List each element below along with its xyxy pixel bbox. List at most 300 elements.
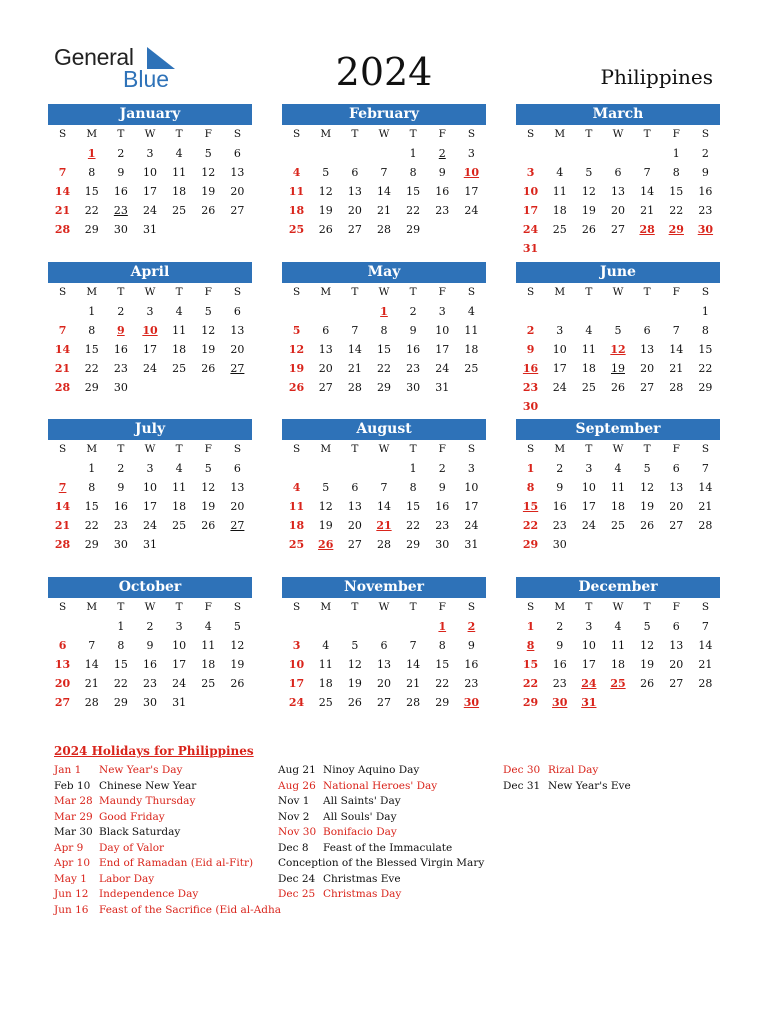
day-cell: 9 <box>117 481 125 494</box>
day-cell: 2 <box>117 305 125 318</box>
day-cell: 27 <box>347 538 362 551</box>
day-cell: 21 <box>54 362 71 375</box>
day-cell: 5 <box>643 462 651 475</box>
day-cell: 23 <box>435 519 450 532</box>
day-cell: 5 <box>614 324 622 337</box>
holiday-date: Jan 1 <box>54 764 82 776</box>
weekday-label: S <box>58 601 67 613</box>
day-cell: 24 <box>581 519 596 532</box>
day-cell: 3 <box>146 147 154 160</box>
day-cell: 31 <box>464 538 479 551</box>
day-cell: 29 <box>522 696 539 709</box>
day-cell: 5 <box>233 620 241 633</box>
day-cell: 29 <box>406 223 421 236</box>
day-cell: 18 <box>318 677 333 690</box>
weekday-label: T <box>175 443 183 455</box>
day-cell: 16 <box>113 500 128 513</box>
weekday-label: S <box>526 128 535 140</box>
day-grid <box>282 283 486 397</box>
day-cell: 20 <box>669 500 684 513</box>
holiday-item <box>54 903 281 919</box>
day-cell: 10 <box>581 639 596 652</box>
day-cell: 23 <box>113 204 128 217</box>
holiday-name: Christmas Eve <box>323 872 401 885</box>
empty-cell <box>48 302 77 321</box>
day-cell: 22 <box>435 677 450 690</box>
day-cell: 2 <box>526 324 535 337</box>
weekday-label: W <box>144 286 156 298</box>
holiday-date: Nov 1 <box>278 795 310 807</box>
weekday-label: W <box>144 443 156 455</box>
empty-cell <box>340 144 369 163</box>
day-cell: 9 <box>117 166 125 179</box>
holiday-item <box>278 887 484 903</box>
day-cell: 23 <box>464 677 479 690</box>
holiday-name: Maundy Thursday <box>99 795 196 807</box>
day-cell: 3 <box>146 462 154 475</box>
day-cell: 2 <box>556 462 564 475</box>
day-cell: 10 <box>142 481 157 494</box>
weekday-label: F <box>204 286 212 298</box>
weekday-label: M <box>86 286 98 298</box>
weekday-label: M <box>86 128 98 140</box>
weekday-label: W <box>612 601 624 613</box>
day-cell: 30 <box>435 538 450 551</box>
day-cell: 19 <box>318 519 333 532</box>
day-cell: 22 <box>84 204 99 217</box>
day-grid <box>282 440 486 554</box>
day-cell: 17 <box>288 677 305 690</box>
day-cell: 16 <box>698 185 713 198</box>
day-cell: 1 <box>380 305 388 318</box>
day-cell: 1 <box>701 305 709 318</box>
weekday-label: T <box>409 601 417 613</box>
day-cell: 14 <box>406 658 421 671</box>
holiday-name: New Year's Eve <box>548 779 631 792</box>
day-cell: 1 <box>526 462 535 475</box>
holiday-name: Feast of the Sacrifice (Eid al-Adha <box>99 903 282 916</box>
day-cell: 14 <box>698 481 713 494</box>
weekday-label: S <box>701 443 710 455</box>
weekday-label: M <box>554 286 566 298</box>
day-cell: 11 <box>552 185 567 198</box>
day-cell: 17 <box>435 343 450 356</box>
holiday-date: Dec 30 <box>503 764 541 776</box>
weekday-label: M <box>554 601 566 613</box>
day-cell: 6 <box>322 324 330 337</box>
day-cell: 7 <box>380 166 388 179</box>
day-cell: 2 <box>146 620 154 633</box>
day-cell: 31 <box>172 696 187 709</box>
day-cell: 6 <box>351 481 359 494</box>
day-cell: 9 <box>409 324 417 337</box>
day-cell: 20 <box>318 362 333 375</box>
day-cell: 1 <box>87 147 96 160</box>
day-cell: 3 <box>556 324 564 337</box>
brand-name-blue: Blue <box>123 66 170 92</box>
day-cell: 18 <box>172 185 187 198</box>
day-cell: 24 <box>552 381 567 394</box>
day-cell: 22 <box>698 362 713 375</box>
day-cell: 13 <box>230 166 245 179</box>
day-cell: 18 <box>552 204 567 217</box>
day-cell: 1 <box>88 462 96 475</box>
weekday-label: S <box>58 443 67 455</box>
month-december <box>516 577 720 712</box>
day-cell: 18 <box>610 658 625 671</box>
day-cell: 16 <box>552 658 567 671</box>
day-cell: 4 <box>204 620 212 633</box>
day-cell: 9 <box>117 324 125 337</box>
holiday-column <box>278 763 484 903</box>
weekday-label: W <box>612 443 624 455</box>
month-november <box>282 577 486 712</box>
weekday-label: S <box>292 443 301 455</box>
weekday-label: W <box>144 601 156 613</box>
day-cell: 20 <box>230 185 245 198</box>
day-cell: 25 <box>610 519 625 532</box>
empty-cell <box>282 459 311 478</box>
day-cell: 10 <box>142 166 157 179</box>
day-cell: 17 <box>142 185 157 198</box>
day-cell: 28 <box>54 223 71 236</box>
day-cell: 19 <box>201 343 216 356</box>
day-cell: 25 <box>464 362 479 375</box>
day-cell: 12 <box>201 324 216 337</box>
weekday-label: T <box>351 443 359 455</box>
day-cell: 28 <box>698 677 713 690</box>
day-cell: 6 <box>233 147 241 160</box>
holiday-item <box>503 763 631 779</box>
holiday-date: Aug 21 <box>278 764 316 776</box>
day-cell: 19 <box>347 677 362 690</box>
day-cell: 15 <box>406 500 421 513</box>
empty-cell <box>603 302 632 321</box>
day-cell: 4 <box>614 462 622 475</box>
day-cell: 20 <box>669 658 684 671</box>
day-cell: 25 <box>318 696 333 709</box>
weekday-label: S <box>233 128 242 140</box>
day-cell: 25 <box>172 519 187 532</box>
weekday-label: F <box>438 286 446 298</box>
weekday-label: T <box>643 286 651 298</box>
holiday-date: Apr 9 <box>54 841 84 854</box>
day-cell: 4 <box>175 305 183 318</box>
day-cell: 16 <box>113 343 128 356</box>
day-cell: 25 <box>172 204 187 217</box>
day-cell: 26 <box>640 519 655 532</box>
month-header: February <box>282 104 486 125</box>
day-cell: 14 <box>54 185 71 198</box>
day-cell: 14 <box>54 343 71 356</box>
day-cell: 28 <box>639 223 655 236</box>
empty-cell <box>77 617 106 636</box>
day-cell: 30 <box>113 538 128 551</box>
day-cell: 17 <box>464 185 479 198</box>
day-cell: 4 <box>556 166 564 179</box>
holiday-item <box>54 779 281 795</box>
weekday-label: T <box>409 128 417 140</box>
day-cell: 24 <box>464 204 479 217</box>
day-cell: 11 <box>201 639 216 652</box>
day-cell: 15 <box>698 343 713 356</box>
day-cell: 4 <box>175 147 183 160</box>
empty-cell <box>399 617 428 636</box>
day-cell: 5 <box>204 462 212 475</box>
weekday-label: T <box>351 286 359 298</box>
day-cell: 18 <box>581 362 596 375</box>
day-grid <box>282 125 486 239</box>
day-cell: 3 <box>585 620 593 633</box>
empty-cell <box>369 617 398 636</box>
day-cell: 25 <box>201 677 216 690</box>
day-cell: 25 <box>288 223 305 236</box>
weekday-label: F <box>204 601 212 613</box>
weekday-label: T <box>117 443 125 455</box>
day-cell: 23 <box>142 677 157 690</box>
day-cell: 8 <box>117 639 125 652</box>
day-cell: 22 <box>113 677 128 690</box>
day-cell: 24 <box>142 362 157 375</box>
holiday-column <box>54 763 281 918</box>
day-cell: 11 <box>610 481 625 494</box>
day-cell: 27 <box>669 677 684 690</box>
day-cell: 17 <box>581 658 596 671</box>
day-cell: 26 <box>640 677 655 690</box>
day-cell: 20 <box>230 500 245 513</box>
day-cell: 21 <box>669 362 684 375</box>
day-cell: 21 <box>54 519 71 532</box>
country-name: Philippines <box>600 65 713 89</box>
day-cell: 11 <box>288 185 305 198</box>
day-cell: 20 <box>376 677 391 690</box>
day-cell: 3 <box>467 147 475 160</box>
day-grid <box>516 283 720 416</box>
weekday-label: T <box>643 601 651 613</box>
day-cell: 23 <box>435 204 450 217</box>
day-cell: 10 <box>464 481 479 494</box>
day-cell: 6 <box>643 324 651 337</box>
empty-cell <box>48 144 77 163</box>
day-cell: 22 <box>406 204 421 217</box>
day-cell: 12 <box>318 500 333 513</box>
weekday-label: T <box>175 128 183 140</box>
day-cell: 23 <box>113 519 128 532</box>
day-cell: 23 <box>552 677 567 690</box>
day-cell: 24 <box>522 223 539 236</box>
weekday-label: T <box>175 601 183 613</box>
day-grid <box>516 125 720 258</box>
day-cell: 7 <box>701 620 709 633</box>
day-cell: 18 <box>288 204 305 217</box>
day-cell: 2 <box>701 147 709 160</box>
day-cell: 12 <box>640 481 655 494</box>
day-cell: 19 <box>640 500 655 513</box>
day-cell: 10 <box>552 343 567 356</box>
month-header: September <box>516 419 720 440</box>
day-cell: 9 <box>556 481 564 494</box>
day-cell: 17 <box>142 500 157 513</box>
day-cell: 4 <box>292 166 301 179</box>
day-cell: 11 <box>172 166 187 179</box>
day-cell: 7 <box>58 481 67 494</box>
day-cell: 15 <box>113 658 128 671</box>
day-cell: 7 <box>409 639 417 652</box>
day-cell: 30 <box>697 223 714 236</box>
weekday-label: F <box>672 601 680 613</box>
day-cell: 25 <box>552 223 567 236</box>
holiday-date: May 1 <box>54 872 87 885</box>
day-cell: 22 <box>669 204 684 217</box>
weekday-label: T <box>585 286 593 298</box>
day-cell: 5 <box>351 639 359 652</box>
holiday-name: Labor Day <box>99 872 155 885</box>
day-cell: 8 <box>701 324 709 337</box>
weekday-label: F <box>204 443 212 455</box>
day-cell: 31 <box>142 538 157 551</box>
day-cell: 3 <box>467 462 475 475</box>
day-cell: 9 <box>438 166 446 179</box>
weekday-label: S <box>467 128 476 140</box>
day-cell: 9 <box>526 343 535 356</box>
weekday-label: F <box>672 128 680 140</box>
day-cell: 9 <box>556 639 564 652</box>
holiday-item <box>503 779 631 795</box>
day-cell: 29 <box>406 538 421 551</box>
day-cell: 16 <box>406 343 421 356</box>
day-cell: 11 <box>581 343 596 356</box>
day-cell: 8 <box>88 481 96 494</box>
day-cell: 28 <box>698 519 713 532</box>
day-cell: 12 <box>230 639 245 652</box>
holiday-date: Nov 30 <box>278 826 317 838</box>
day-cell: 30 <box>463 696 480 709</box>
day-cell: 29 <box>84 381 99 394</box>
day-cell: 1 <box>409 462 417 475</box>
day-cell: 27 <box>230 519 245 532</box>
day-cell: 6 <box>233 462 241 475</box>
weekday-label: S <box>467 601 476 613</box>
month-july <box>48 419 252 554</box>
day-cell: 10 <box>435 324 450 337</box>
day-cell: 29 <box>84 223 99 236</box>
empty-cell <box>340 459 369 478</box>
day-cell: 6 <box>672 620 680 633</box>
day-cell: 19 <box>288 362 305 375</box>
day-cell: 24 <box>288 696 305 709</box>
holiday-item <box>54 794 281 810</box>
empty-cell <box>516 144 545 163</box>
day-cell: 28 <box>406 696 421 709</box>
day-cell: 1 <box>117 620 125 633</box>
day-cell: 16 <box>552 500 567 513</box>
holiday-date: Feb 10 <box>54 779 91 792</box>
day-cell: 3 <box>175 620 183 633</box>
day-grid <box>48 598 252 712</box>
day-cell: 1 <box>438 620 447 633</box>
day-cell: 18 <box>201 658 216 671</box>
weekday-label: T <box>175 286 183 298</box>
day-cell: 19 <box>201 185 216 198</box>
day-cell: 5 <box>292 324 301 337</box>
day-cell: 12 <box>201 166 216 179</box>
weekday-label: T <box>585 443 593 455</box>
day-cell: 30 <box>113 381 128 394</box>
weekday-label: S <box>58 286 67 298</box>
day-cell: 27 <box>230 204 245 217</box>
day-cell: 5 <box>322 481 330 494</box>
weekday-label: S <box>292 128 301 140</box>
day-cell: 1 <box>409 147 417 160</box>
day-cell: 2 <box>117 462 125 475</box>
day-cell: 26 <box>201 519 216 532</box>
holiday-name: All Souls' Day <box>323 810 397 823</box>
day-cell: 12 <box>288 343 305 356</box>
day-cell: 15 <box>435 658 450 671</box>
day-cell: 21 <box>406 677 421 690</box>
weekday-label: F <box>438 443 446 455</box>
day-cell: 17 <box>522 204 539 217</box>
day-cell: 15 <box>669 185 684 198</box>
day-cell: 5 <box>204 147 212 160</box>
holiday-name: Feast of the Immaculate <box>323 841 453 854</box>
day-cell: 30 <box>552 696 568 709</box>
day-cell: 4 <box>322 639 330 652</box>
weekday-label: F <box>672 443 680 455</box>
weekday-label: W <box>144 128 156 140</box>
weekday-label: F <box>438 601 446 613</box>
month-header: May <box>282 262 486 283</box>
day-cell: 19 <box>610 362 625 375</box>
day-cell: 30 <box>142 696 157 709</box>
day-cell: 4 <box>614 620 622 633</box>
day-cell: 19 <box>201 500 216 513</box>
holiday-item <box>278 779 484 795</box>
weekday-label: S <box>526 286 535 298</box>
holiday-item <box>54 810 281 826</box>
holiday-name: Chinese New Year <box>99 779 197 792</box>
brand-name-general: General <box>54 44 134 70</box>
day-cell: 23 <box>113 362 128 375</box>
holiday-item <box>278 763 484 779</box>
day-cell: 30 <box>406 381 421 394</box>
empty-cell <box>574 302 603 321</box>
day-cell: 21 <box>640 204 655 217</box>
day-cell: 10 <box>522 185 539 198</box>
day-cell: 5 <box>204 305 212 318</box>
day-cell: 12 <box>318 185 333 198</box>
day-cell: 7 <box>380 481 388 494</box>
empty-cell <box>662 302 691 321</box>
day-cell: 2 <box>556 620 564 633</box>
day-grid <box>48 440 252 554</box>
day-cell: 6 <box>58 639 67 652</box>
day-cell: 3 <box>526 166 535 179</box>
day-cell: 11 <box>288 500 305 513</box>
day-cell: 4 <box>175 462 183 475</box>
day-cell: 9 <box>467 639 475 652</box>
empty-cell <box>633 302 662 321</box>
day-cell: 5 <box>643 620 651 633</box>
day-cell: 24 <box>581 677 597 690</box>
day-cell: 20 <box>230 343 245 356</box>
month-april <box>48 262 252 397</box>
month-june <box>516 262 720 416</box>
holiday-item <box>278 872 484 888</box>
day-cell: 6 <box>614 166 622 179</box>
day-cell: 10 <box>288 658 305 671</box>
month-october <box>48 577 252 712</box>
